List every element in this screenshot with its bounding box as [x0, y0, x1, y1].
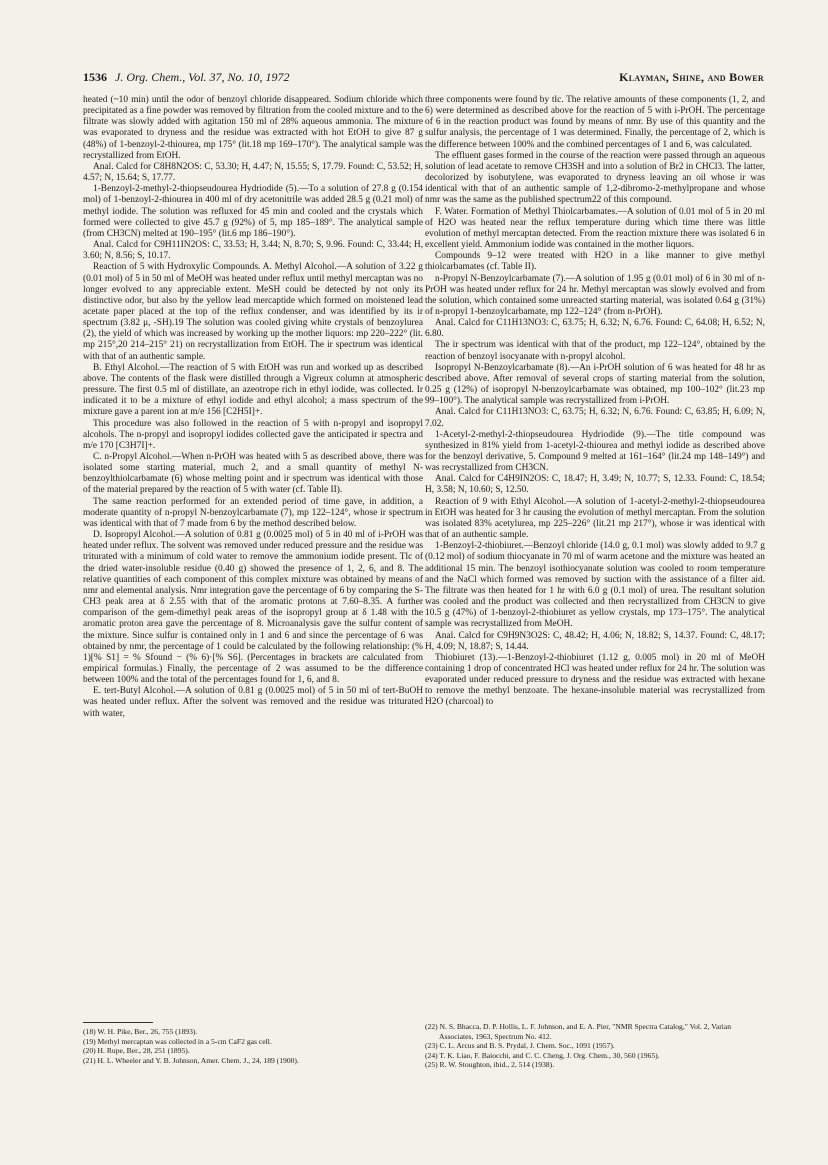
running-authors: Klayman, Shine, and Bower [619, 70, 764, 84]
paragraph: E. tert-Butyl Alcohol.—A solution of 0.81 g (0.0025 mol) of 5 in 50 ml of tert-BuOH was heated under reflux. After the solvent was removed and the residue was triturated with water, [83, 686, 423, 719]
footnote: (22) N. S. Bhacca, D. P. Hollis, L. F. Johnson, and E. A. Pier, "NMR Spectra Catalog," Vol. 2, Varian Associates, 1963, Spectrum No. 412. [425, 1022, 732, 1041]
paragraph: F. Water. Formation of Methyl Thiolcarbamates.—A solution of 0.01 mol of 5 in 20 ml of H2O was heated near the reflux temperature during which time there was little evolution of methyl mercaptan detected. From the reaction mixture there was isolated 6 in excellent yield. Ammonium iodide was contained in the mother liquors. [425, 206, 765, 251]
paragraph: The effluent gases formed in the course of the reaction were passed through an aqueous solution of lead acetate to remove CH3SH and into a solution of Br2 in CHCl3. The latter, decolorized by isobutylene, was evaporated to dryness leaving an oil whose ir was identical with that of an authentic sample of 1,2-dibromo-2-methylpropane and whose nmr was the same as the published spectrum22 of this compound. [425, 150, 765, 206]
paragraph: This procedure was also followed in the reaction of 5 with n-propyl and isopropyl alcohols. The n-propyl and isopropyl iodides collected gave the anticipated ir spectra and m/e 170 [C3H7I]+. [83, 418, 423, 451]
paragraph: D. Isopropyl Alcohol.—A solution of 0.81 g (0.0025 mol) of 5 in 40 ml of i-PrOH was heated under reflux. The solvent was removed under reduced pressure and the residue was triturated with a minimum of cold water to remove the ammonium iodide present. Tlc of the dried water-insoluble residue (0.40 g) showed the presence of 1, 2, 6, and 8. The relative quantities of each component of this complex mixture was obtained by means of nmr and elemental analysis. Nmr integration gave the percentage of 6 by comparing the S-CH3 peak area at δ 2.55 with that of the aromatic protons at 7.60–8.35. A further comparison of the gem-dimethyl peak areas of the isopropyl group at δ 1.48 with the aromatic proton area gave the percentage of 8. Microanalysis gave the sulfur content of the mixture. Since sulfur is contained only in 1 and 6 and since the percentage of 6 was obtained by nmr, the percentage of 1 could be calculated by the following relationship: (% 1)[% S1] = % Sfound − (% 6)·[% S6]. (Percentages in brackets are calculated from empirical formulas.) Finally, the percentage of 2 was assumed to be the difference between 100% and the total of the percentages found for 1, 6, and 8. [83, 530, 423, 686]
paragraph: Anal. Calcd for C11H13NO3: C, 63.75; H, 6.32; N, 6.76. Found: C, 64.08; H, 6.52; N, 6.80. [425, 318, 765, 340]
paragraph: Anal. Calcd for C11H13NO3: C, 63.75; H, 6.32; N, 6.76. Found: C, 63.85; H, 6.09; N, 7.02. [425, 407, 765, 429]
paragraph: B. Ethyl Alcohol.—The reaction of 5 with EtOH was run and worked up as described above. The contents of the flask were distilled through a Vigreux column at atmospheric pressure. The first 0.5 ml of distillate, an azeotrope rich in ethyl iodide, was collected. Ir indicated it to be a mixture of ethyl iodide and ethyl alcohol; a mass spectrum of the mixture gave a parent ion at m/e 156 [C2H5I]+. [83, 362, 423, 418]
paragraph: Thiobiuret (13).—1-Benzoyl-2-thiobiuret (1.12 g, 0.005 mol) in 20 ml of MeOH containing 1 drop of concentrated HCl was heated under reflux for 24 hr. The solution was evaporated under reduced pressure to dryness and the residue was extracted with hexane to remove the methyl benzoate. The hexane-insoluble material was recrystallized from H2O (charcoal) to [425, 652, 765, 708]
footnote: (25) R. W. Stoughton, ibid., 2, 514 (1938). [425, 1060, 555, 1070]
footnote: (24) T. K. Liao, F. Baiocchi, and C. C. Cheng, J. Org. Chem., 30, 560 (1965). [425, 1050, 660, 1060]
paragraph: n-Propyl N-Benzoylcarbamate (7).—A solution of 1.95 g (0.01 mol) of 6 in 30 ml of n-PrOH was heated under reflux for 24 hr. Methyl mercaptan was slowly evolved and from the solution, which contained some unreacted starting material, was isolated 0.64 g (31%) of n-propyl 1-benzoylcarbamate, mp 122–124° (from n-PrOH). [425, 273, 765, 317]
footnotes-left [83, 1022, 423, 1065]
footnote: (19) Methyl mercaptan was collected in a 5-cm CaF2 gas cell. [83, 1036, 272, 1046]
paragraph: Compounds 9–12 were treated with H2O in a like manner to give methyl thiolcarbamates (cf. Table II). [425, 251, 765, 273]
paragraph: Anal. Calcd for C9H9N3O2S: C, 48.42; H, 4.06; N, 18.82; S, 14.37. Found: C, 48.17; H, 4.09; N, 18.87; S, 14.44. [425, 630, 765, 652]
paragraph: three components were found by tlc. The relative amounts of these components (1, 2, and 6) were determined as described above for the reaction of 5 with i-PrOH. The percentage of 6 in the reaction product was found by means of nmr. By use of this quantity and the sulfur analysis, the percentage of 1 was determined. Finally, the percentage of 2, which is the difference between 100% and the combined percentages of 1 and 6, was calculated. [425, 95, 765, 150]
paragraph: heated (~10 min) until the odor of benzoyl chloride disappeared. Sodium chloride which precipitated as a fine powder was removed by filtration from the cooled mixture and to the filtrate was slowly added with agitation 150 ml of 28% aqueous ammonia. The mixture was evaporated to dryness and the residue was extracted with hot EtOH to give 87 g (48%) of 1-benzoyl-2-thiourea, mp 175° (lit.18 mp 169–170°). The analytical sample was recrystallized from EtOH. [83, 95, 423, 161]
page-number: 1536 [83, 70, 107, 84]
paragraph: Isopropyl N-Benzoylcarbamate (8).—An i-PrOH solution of 6 was heated for 48 hr as described above. After removal of several crops of starting material from the solution, 0.25 g (12%) of isopropyl N-benzoylcarbamate was obtained, mp 100–102° (lit.23 mp 99–100°). The analytical sample was recrystallized from i-PrOH. [425, 362, 765, 407]
paragraph: Reaction of 5 with Hydroxylic Compounds. A. Methyl Alcohol.—A solution of 3.22 g (0.01 mol) of 5 in 50 ml of MeOH was heated under reflux until methyl mercaptan was no longer evolved to any appreciable extent. MeSH could be detected by not only its distinctive odor, but also by the yellow lead mercaptide which formed on moistened lead acetate paper placed at the top of the reflux condenser, and was identified by its ir spectrum (3.82 μ, -SH).19 The solution was cooled giving white crystals of benzoylurea (2), the yield of which was increased by working up the mother liquors: mp 220–222° (lit. mp 215°,20 214–215° 21) on recrystallization from EtOH. The ir spectrum was identical with that of an authentic sample. [83, 262, 423, 362]
right-column [425, 95, 765, 709]
page-header [83, 70, 764, 88]
footnotes-right [425, 1022, 765, 1070]
footnote: (23) C. L. Arcus and B. S. Prydal, J. Chem. Soc., 1091 (1957). [425, 1041, 615, 1051]
footnote: (21) H. L. Wheeler and Y. B. Johnson, Amer. Chem. J., 24, 189 (1900). [83, 1055, 299, 1065]
paragraph: Anal. Calcd for C4H9IN2OS: C, 18.47; H, 3.49; N, 10.77; S, 12.33. Found: C, 18.54; H, 3.58; N, 10.60; S, 12.50. [425, 474, 765, 496]
journal-citation: J. Org. Chem., Vol. 37, No. 10, 1972 [115, 70, 290, 84]
paragraph: Reaction of 9 with Ethyl Alcohol.—A solution of 1-acetyl-2-methyl-2-thiopseudourea in EtOH was heated for 3 hr causing the evolution of methyl mercaptan. From the solution was isolated 83% acetylurea, mp 225–226° (lit.21 mp 217°), whose ir was identical with that of an authentic sample. [425, 496, 765, 541]
footnote: (18) W. H. Pike, Ber., 26, 755 (1893). [83, 1027, 198, 1036]
left-column [83, 95, 423, 720]
paragraph: Anal. Calcd for C8H8N2OS: C, 53.30; H, 4.47; N, 15.55; S, 17.79. Found: C, 53.52; H, 4.57; N, 15.64; S, 17.77. [83, 161, 423, 184]
footnote-rule [83, 1022, 153, 1023]
footnote: (20) H. Rupe, Ber., 28, 251 (1895). [83, 1046, 190, 1056]
paragraph: 1-Benzoyl-2-methyl-2-thiopseudourea Hydriodide (5).—To a solution of 27.8 g (0.154 mol) of 1-benzoyl-2-thiourea in 400 ml of dry acetonitrile was added 28.5 g (0.21 mol) of methyl iodide. The solution was refluxed for 45 min and cooled and the crystals which formed were collected to give 45.7 g (92%) of 5, mp 185–189°. The analytical sample (from CH3CN) melted at 190–195° (lit.6 mp 186–190°). [83, 184, 423, 239]
paragraph: The same reaction performed for an extended period of time gave, in addition, a moderate quantity of n-propyl N-benzoylcarbamate (7), mp 122–124°, whose ir spectrum was identical with that of 7 made from 6 by the method described below. [83, 496, 423, 529]
paragraph: C. n-Propyl Alcohol.—When n-PrOH was heated with 5 as described above, there was isolated some starting material, much 2, and a small quantity of methyl N-benzoylthiolcarbamate (6) whose melting point and ir spectrum was identical with those of the material prepared by the reaction of 5 with water (cf. Table II). [83, 452, 423, 496]
paragraph: 1-Acetyl-2-methyl-2-thiopseudourea Hydriodide (9).—The title compound was synthesized in 81% yield from 1-acetyl-2-thiourea and methyl iodide as described above for the benzoyl derivative, 5. Compound 9 melted at 161–164° (lit.24 mp 148–149°) and was recrystallized from CH3CN. [425, 429, 765, 474]
paragraph: 1-Benzoyl-2-thiobiuret.—Benzoyl chloride (14.0 g, 0.1 mol) was slowly added to 9.7 g (0.12 mol) of sodium thiocyanate in 70 ml of warm acetone and the mixture was heated an additional 15 min. The benzoyl isothiocyanate solution was cooled to room temperature and the NaCl which formed was removed by suction with the assistance of a filter aid. The filtrate was then heated for 1 hr with 6.0 g (0.1 mol) of urea. The resultant solution was cooled and the product was collected and then recrystallized from CH3CN to give 10.5 g (47%) of 1-benzoyl-2-thiobiuret as yellow crystals, mp 173–175°. The analytical sample was recrystallized from MeOH. [425, 541, 765, 630]
paragraph: The ir spectrum was identical with that of the product, mp 122–124°, obtained by the reaction of benzoyl isocyanate with n-propyl alcohol. [425, 340, 765, 362]
paragraph: Anal. Calcd for C9H11IN2OS: C, 33.53; H, 3.44; N, 8.70; S, 9.96. Found: C, 33.44; H, 3.60; N, 8.56; S, 10.17. [83, 240, 423, 262]
